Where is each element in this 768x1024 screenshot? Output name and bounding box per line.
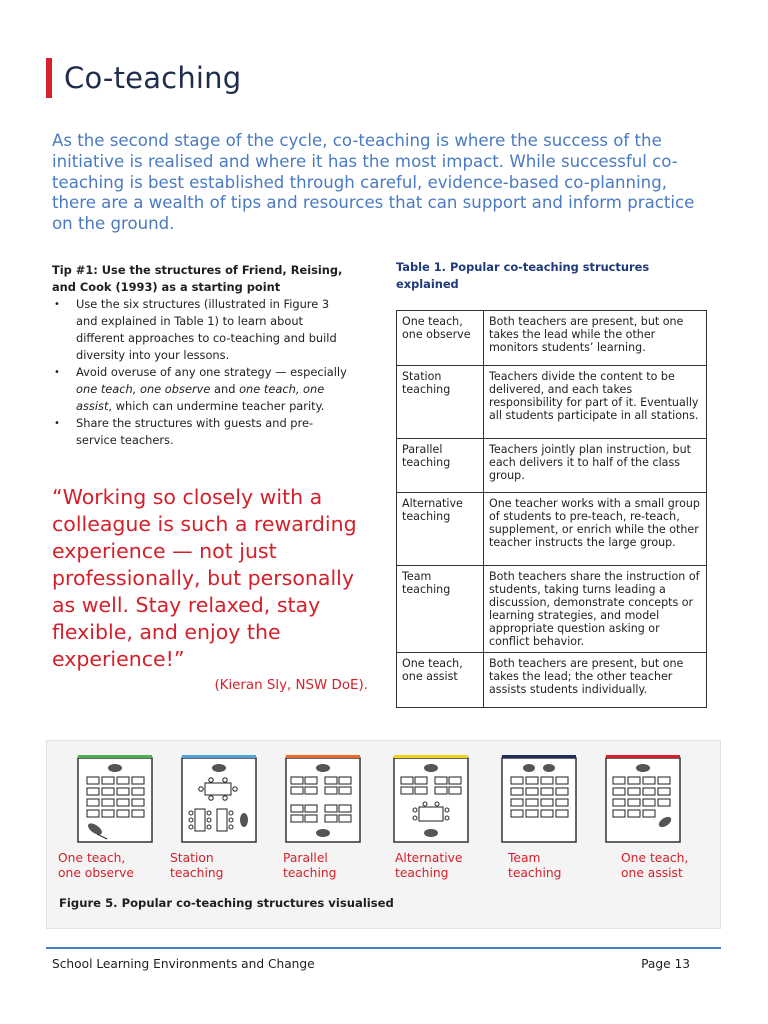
tip-bullet-list (52, 296, 352, 449)
tip-bullet-text: and (210, 382, 240, 396)
co-teaching-structures-table (396, 310, 707, 708)
tip-bullet (52, 415, 352, 449)
figure-label: Station teaching (170, 851, 224, 880)
classroom-one-teach-one-observe-icon (77, 755, 153, 843)
pull-quote: “Working so closely with a colleague is such a rewarding experience — not just professionally, but personally as well. Stay relaxed, stay flexible, and enjoy the experience!” (52, 485, 357, 671)
structure-description-cell: Both teachers are present, but one takes the lead while the other monitors students’ learning. (484, 311, 707, 366)
structure-name-cell: Station teaching (397, 366, 484, 439)
page-heading (46, 58, 241, 98)
table-row (397, 439, 707, 493)
classroom-team-teaching-icon (501, 755, 577, 843)
heading-accent-bar (46, 58, 52, 98)
intro-paragraph: As the second stage of the cycle, co-teaching is where the success of the initiative is realised and where it has the most impact. While successful co-teaching is best established through careful, evidence-based co-planning, there are a wealth of tips and resources that can support and inform practice on the ground. (52, 131, 695, 234)
color-strip (606, 755, 680, 758)
color-strip (286, 755, 360, 758)
table-row (397, 652, 707, 707)
structure-description-cell: Teachers jointly plan instruction, but each delivers it to half of the class group. (484, 439, 707, 493)
page-title: Co-teaching (64, 61, 242, 95)
structure-name-cell: Parallel teaching (397, 439, 484, 493)
classroom-diagram-team-teaching (501, 755, 577, 843)
tip-bullet-emphasis: one teach, one assist (76, 382, 325, 413)
footer-divider (46, 947, 721, 949)
structure-name-cell: One teach, one assist (397, 652, 484, 707)
classroom-diagram-parallel-teaching (285, 755, 361, 843)
tip-bullet (52, 296, 352, 364)
table-row (397, 493, 707, 566)
figure-panel (46, 740, 721, 929)
classroom-diagram-alternative-teaching (393, 755, 469, 843)
tip-bullet-emphasis: one teach, one observe (76, 382, 211, 396)
figure-label: Alternative teaching (395, 851, 463, 880)
structure-description-cell: Teachers divide the content to be delivered, and each takes responsibility for part of it. Eventually all students participate in all stations. (484, 366, 707, 439)
figure-label: One teach, one observe (58, 851, 134, 880)
table-row (397, 366, 707, 439)
tip-bullet (52, 364, 352, 415)
figure-label: Parallel teaching (283, 851, 337, 880)
page-number: Page 13 (641, 957, 690, 971)
table-title: Table 1. Popular co-teaching structures explained (396, 260, 650, 291)
structure-description-cell: Both teachers are present, but one takes the lead; the other teacher assists students individually. (484, 652, 707, 707)
color-strip (182, 755, 256, 758)
color-strip (502, 755, 576, 758)
tip-bullet-text: , which can undermine teacher parity. (108, 399, 325, 413)
structure-description-cell: One teacher works with a small group of students to pre-teach, re-teach, supplement, or enrich while the other teacher instructs the large group. (484, 493, 707, 566)
structure-name-cell: Alternative teaching (397, 493, 484, 566)
tip-bullet-text: Avoid overuse of any one strategy — especially (76, 365, 347, 379)
color-strip (78, 755, 152, 758)
tip-section (52, 262, 352, 449)
tip-bullet-text: Share the structures with guests and pre-service teachers. (76, 416, 314, 447)
color-strip (394, 755, 468, 758)
figure-label: One teach, one assist (621, 851, 689, 880)
figure-caption: Figure 5. Popular co-teaching structures visualised (59, 896, 394, 910)
structure-name-cell: One teach, one observe (397, 311, 484, 366)
tip-bullet-text: Use the six structures (illustrated in Figure 3 and explained in Table 1) to learn about different approaches to co-teaching and build diversity into your lessons. (76, 297, 337, 362)
table-row (397, 566, 707, 653)
classroom-diagram-station-teaching (181, 755, 257, 843)
figure-label: Team teaching (508, 851, 562, 880)
classroom-station-teaching-icon (181, 755, 257, 843)
classroom-diagram-one-teach-one-assist (605, 755, 681, 843)
classroom-one-teach-one-assist-icon (605, 755, 681, 843)
tip-title: Tip #1: Use the structures of Friend, Reising, and Cook (1993) as a starting point (52, 263, 343, 294)
quote-attribution: (Kieran Sly, NSW DoE). (214, 678, 368, 693)
table-row (397, 311, 707, 366)
structure-description-cell: Both teachers share the instruction of students, taking turns leading a discussion, demonstrate concepts or learning strategies, and model appropriate question asking or conflict behavior. (484, 566, 707, 653)
structure-name-cell: Team teaching (397, 566, 484, 653)
footer-title: School Learning Environments and Change (52, 957, 315, 971)
classroom-alternative-teaching-icon (393, 755, 469, 843)
classroom-parallel-teaching-icon (285, 755, 361, 843)
classroom-diagram-one-teach-one-observe (77, 755, 153, 843)
